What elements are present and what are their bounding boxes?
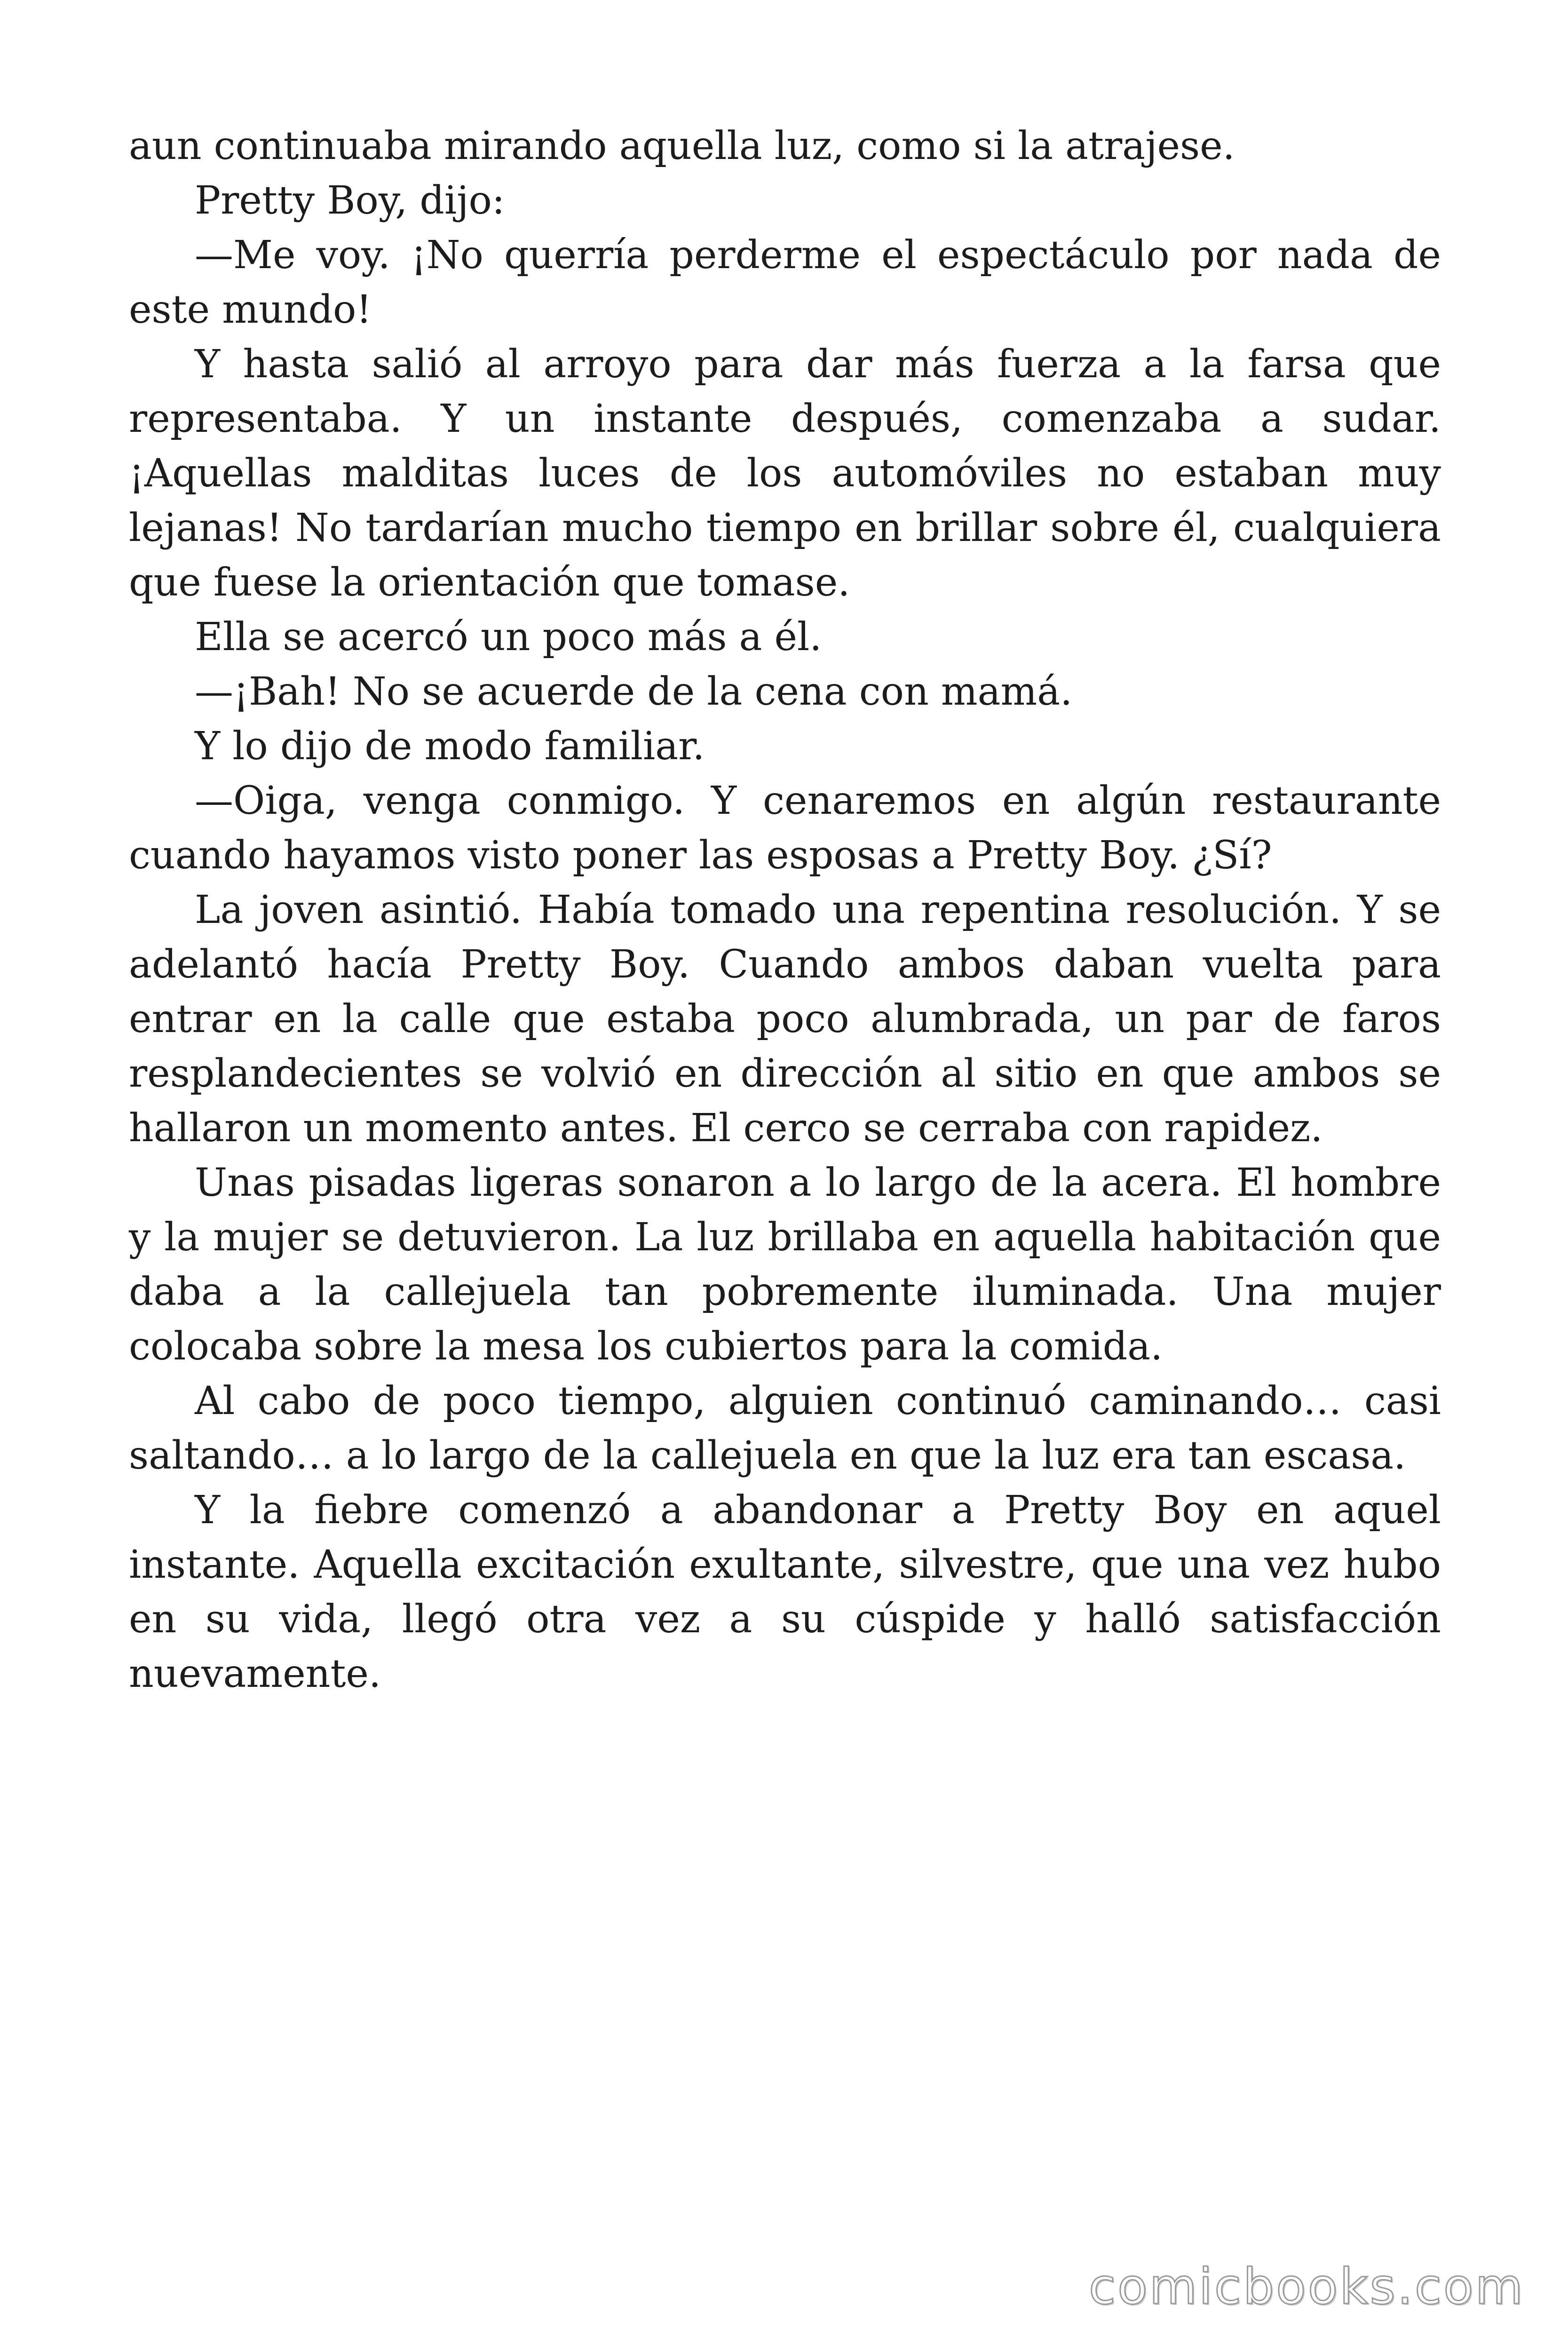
- paragraph: —Oiga, venga conmigo. Y cenaremos en algún restaurante cuando hayamos visto poner las esposas a Pretty Boy. ¿Sí?: [129, 779, 1441, 878]
- paragraph: Y lo dijo de modo familiar.: [195, 724, 705, 769]
- paragraph: Pretty Boy, dijo:: [195, 178, 505, 223]
- paragraph: Y hasta salió al arroyo para dar más fuerza a la farsa que representaba. Y un instante después, comenzaba a sudar. ¡Aquellas malditas luces de los automóviles no estaban muy lejanas! No tardarían mucho tiempo en brillar sobre él, cualquiera que fuese la orientación que tomase.: [129, 342, 1441, 605]
- body-text: [129, 119, 1441, 1701]
- paragraph: Al cabo de poco tiempo, alguien continuó caminando… casi saltando… a lo largo de la callejuela en que la luz era tan escasa.: [129, 1379, 1441, 1478]
- paragraph: La joven asintió. Había tomado una repentina resolución. Y se adelantó hacía Pretty Boy. Cuando ambos daban vuelta para entrar en la calle que estaba poco alumbrada, un par de faros resplandecientes se volvió en dirección al sitio en que ambos se hallaron un momento antes. El cerco se cerraba con rapidez.: [129, 888, 1441, 1151]
- paragraph: Y la fiebre comenzó a abandonar a Pretty Boy en aquel instante. Aquella excitación exultante, silvestre, que una vez hubo en su vida, llegó otra vez a su cúspide y halló satisfacción nuevamente.: [129, 1488, 1441, 1696]
- paragraph: —Me voy. ¡No querría perderme el espectáculo por nada de este mundo!: [129, 233, 1441, 332]
- paragraph: —¡Bah! No se acuerde de la cena con mamá.: [195, 669, 1073, 714]
- paragraph: Ella se acercó un poco más a él.: [195, 615, 822, 660]
- paragraph: Unas pisadas ligeras sonaron a lo largo de la acera. El hombre y la mujer se detuvieron. La luz brillaba en aquella habitación que daba a la callejuela tan pobremente iluminada. Una mujer colocaba sobre la mesa los cubiertos para la comida.: [129, 1160, 1441, 1369]
- paragraph-continuation: aun continuaba mirando aquella luz, como si la atrajese.: [129, 124, 1235, 168]
- watermark: comicbooks.com: [1088, 2258, 1525, 2315]
